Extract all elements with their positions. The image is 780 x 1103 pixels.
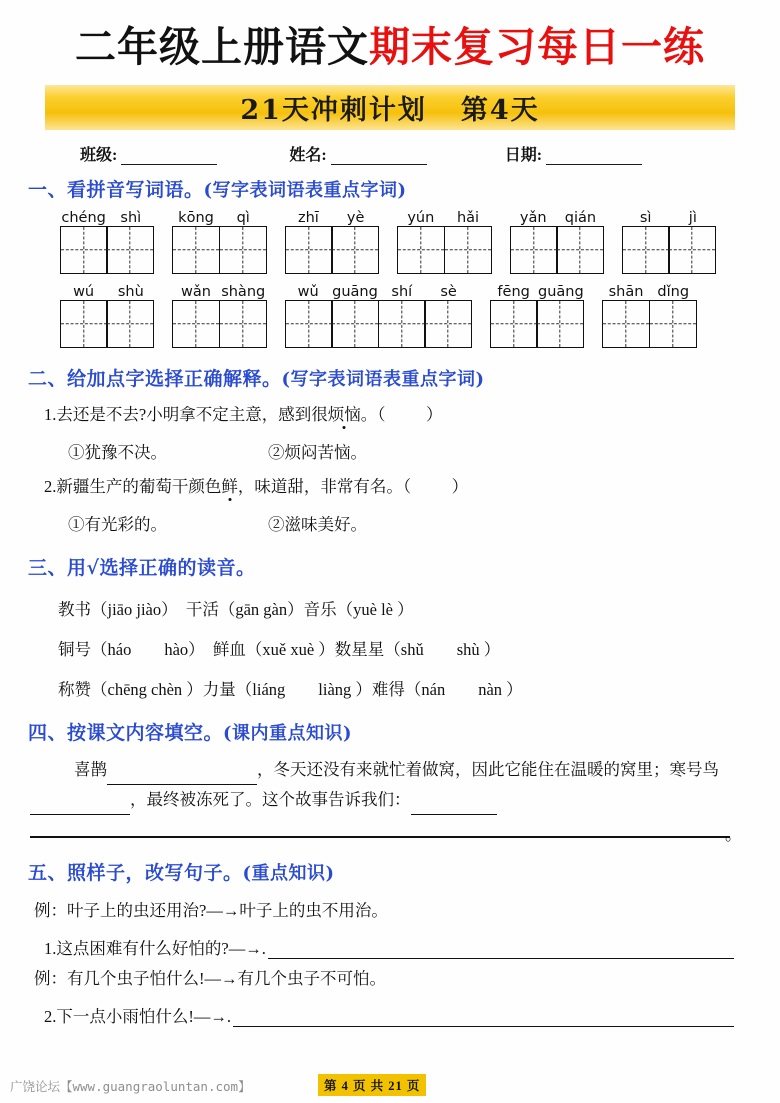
section5-q2-text: 2.下一点小雨怕什么!—→. xyxy=(44,1007,231,1026)
page-number-badge: 第 4 页 共 21 页 xyxy=(318,1074,426,1096)
q2-dotted-word: 鲜 xyxy=(221,473,238,497)
q2-answer-blank[interactable] xyxy=(411,477,452,496)
pinyin-group xyxy=(172,206,266,274)
q1-dotted-word: 烦恼 xyxy=(328,401,361,425)
pinyin-labels xyxy=(60,280,154,300)
section2-question-2 xyxy=(44,473,780,497)
pinyin-syllable: qì xyxy=(236,210,250,226)
pinyin-group xyxy=(60,280,154,348)
pinyin-syllable: qián xyxy=(564,210,597,226)
pinyin-row-1 xyxy=(60,206,780,274)
section2-q1-options xyxy=(68,439,780,463)
section4-blank-3[interactable] xyxy=(411,799,497,815)
section4-paragraph xyxy=(30,755,758,815)
page-footer xyxy=(0,1071,780,1097)
section2-question-1 xyxy=(44,401,780,425)
tianzige-cell[interactable] xyxy=(285,300,333,348)
tianzige-cell[interactable] xyxy=(397,226,445,274)
pinyin-group xyxy=(397,206,491,274)
site-watermark: 广饶论坛【www.guangraoluntan.com】 xyxy=(10,1079,251,1094)
tianzige-group[interactable] xyxy=(602,300,696,348)
section-1-title: 一、看拼音写词语。 xyxy=(28,179,204,201)
tianzige-cell[interactable] xyxy=(60,226,108,274)
section5-q1-answer-rule[interactable] xyxy=(268,944,734,959)
pinyin-group xyxy=(602,280,696,348)
tianzige-cell[interactable] xyxy=(331,300,379,348)
pinyin-syllable: yún xyxy=(407,210,435,226)
tianzige-cell[interactable] xyxy=(106,300,154,348)
pinyin-row-2 xyxy=(60,280,780,348)
pinyin-labels xyxy=(60,206,154,226)
tianzige-cell[interactable] xyxy=(285,226,333,274)
name-blank[interactable] xyxy=(331,150,427,165)
pinyin-syllable: sì xyxy=(639,210,652,226)
pinyin-group xyxy=(285,280,472,348)
banner-day-label: 第4天 xyxy=(460,95,540,126)
tianzige-cell[interactable] xyxy=(510,226,558,274)
student-info-line xyxy=(0,142,780,165)
section5-question-2 xyxy=(44,1003,780,1027)
tianzige-cell[interactable] xyxy=(219,300,267,348)
pinyin-labels xyxy=(622,206,716,226)
section5-q1-text: 1.这点困难有什么好怕的?—→. xyxy=(44,939,266,958)
pinyin-syllable: wǎn xyxy=(181,284,211,300)
pinyin-syllable: sè xyxy=(440,284,457,300)
pinyin-syllable: hǎi xyxy=(456,210,480,226)
q2-text-after: ，味道甜，非常有名。（ xyxy=(237,477,412,496)
pinyin-syllable: guāng xyxy=(537,284,584,300)
section4-text-a: 喜鹊 xyxy=(74,760,107,779)
section-3-heading xyxy=(28,553,780,580)
q1-text-before: 去还是不去?小明拿不定主意，感到很 xyxy=(56,405,328,424)
pinyin-labels xyxy=(397,206,491,226)
title-black-part: 二年级上册语文 xyxy=(75,23,369,71)
tianzige-group[interactable] xyxy=(622,226,716,274)
pinyin-syllable: shí xyxy=(391,284,413,300)
tianzige-cell[interactable] xyxy=(219,226,267,274)
pinyin-labels xyxy=(285,280,472,300)
section4-text-c: 里；寒号鸟 xyxy=(636,760,719,779)
tianzige-cell[interactable] xyxy=(490,300,538,348)
tianzige-group[interactable] xyxy=(60,226,154,274)
q1-option-b[interactable]: ②烦闷苦恼。 xyxy=(268,443,367,462)
tianzige-cell[interactable] xyxy=(622,226,670,274)
class-field[interactable] xyxy=(80,142,217,165)
q1-text-after: 。（ xyxy=(360,405,386,424)
tianzige-cell[interactable] xyxy=(602,300,650,348)
pinyin-syllable: dǐng xyxy=(657,284,690,300)
pinyin-grid-block xyxy=(60,206,780,348)
section3-line-1[interactable]: 教书（jiāo jiào） 干活（gān gàn）音乐（yuè lè ） xyxy=(58,600,414,619)
pinyin-labels xyxy=(172,206,266,226)
section3-line-2[interactable]: 铜号（háo hào） 鲜血（xuě xuè ）数星星（shǔ shù ） xyxy=(58,640,501,659)
section-1-note: (写字表词语表重点字词) xyxy=(203,180,407,201)
tianzige-cell[interactable] xyxy=(668,226,716,274)
section5-example-1: 例：叶子上的虫还用治?—→叶子上的虫不用治。 xyxy=(34,901,388,920)
q1-paren-close: ） xyxy=(425,405,443,424)
section3-line-3[interactable]: 称赞（chēng chèn ）力量（liáng liàng ）难得（nán nàn ） xyxy=(58,680,523,699)
tianzige-group[interactable] xyxy=(172,300,266,348)
banner-plan-label: 21天冲刺计划 xyxy=(240,95,427,126)
section-2-heading xyxy=(28,364,780,391)
date-label: 日期: xyxy=(504,147,543,164)
pinyin-syllable: shì xyxy=(120,210,142,226)
tianzige-group[interactable] xyxy=(285,226,379,274)
tianzige-cell[interactable] xyxy=(331,226,379,274)
class-blank[interactable] xyxy=(121,150,217,165)
q1-number: 1. xyxy=(44,405,57,424)
section4-text-d: ，最终被冻死了。这个故事告诉我们： xyxy=(130,790,411,809)
pinyin-syllable: jì xyxy=(688,210,697,226)
section-4-title: 四、按课文内容填空。 xyxy=(28,722,224,744)
tianzige-group[interactable] xyxy=(285,300,472,348)
tianzige-cell[interactable] xyxy=(106,226,154,274)
name-field[interactable] xyxy=(289,142,426,165)
tianzige-cell[interactable] xyxy=(444,226,492,274)
pinyin-group xyxy=(622,206,716,274)
section-3-title: 三、用√选择正确的读音。 xyxy=(28,557,256,579)
pinyin-group xyxy=(510,206,604,274)
section-5-note: (重点知识) xyxy=(242,863,335,884)
pinyin-syllable: kōng xyxy=(178,210,214,226)
section5-q2-answer-rule[interactable] xyxy=(233,1012,734,1027)
pinyin-group xyxy=(285,206,379,274)
section4-answer-rule[interactable] xyxy=(30,821,742,844)
tianzige-cell[interactable] xyxy=(172,300,220,348)
pinyin-syllable: yǎn xyxy=(519,210,547,226)
section4-end-mark: 。 xyxy=(725,825,742,844)
section-5-title: 五、照样子，改写句子。 xyxy=(28,862,243,884)
pinyin-syllable: wú xyxy=(73,284,95,300)
q2-text-before: 新疆生产的葡萄干颜色 xyxy=(56,477,222,496)
tianzige-cell[interactable] xyxy=(60,300,108,348)
section-4-heading xyxy=(28,718,780,745)
pinyin-labels xyxy=(172,280,266,300)
pinyin-syllable: yè xyxy=(346,210,365,226)
tianzige-group[interactable] xyxy=(60,300,154,348)
section2-q2-options xyxy=(68,511,780,535)
pinyin-group xyxy=(490,280,584,348)
tianzige-cell[interactable] xyxy=(536,300,584,348)
q2-option-b[interactable]: ②滋味美好。 xyxy=(268,515,367,534)
section4-text-b: ，冬天还没有来就忙着做窝，因此它能住在温暖的窝 xyxy=(257,760,637,779)
pinyin-syllable: wǔ xyxy=(297,284,319,300)
q2-option-a[interactable]: ①有光彩的。 xyxy=(68,515,167,534)
pinyin-syllable: chéng xyxy=(61,210,106,226)
tianzige-cell[interactable] xyxy=(556,226,604,274)
pinyin-labels xyxy=(285,206,379,226)
page-title xyxy=(0,0,780,73)
section4-blank-1[interactable] xyxy=(107,769,257,785)
pinyin-syllable: shān xyxy=(608,284,644,300)
q1-answer-blank[interactable] xyxy=(385,405,426,424)
tianzige-group[interactable] xyxy=(172,226,266,274)
title-red-part: 期末复习每日一练 xyxy=(369,23,705,71)
date-blank[interactable] xyxy=(546,150,642,165)
section-5-heading xyxy=(28,858,780,885)
pinyin-syllable: shù xyxy=(117,284,144,300)
section-1-heading xyxy=(28,175,780,202)
section4-blank-2[interactable] xyxy=(30,799,130,815)
pinyin-labels xyxy=(490,280,584,300)
section-2-note: (写字表词语表重点字词) xyxy=(281,369,485,390)
tianzige-group[interactable] xyxy=(397,226,491,274)
pinyin-syllable: zhī xyxy=(297,210,319,226)
pinyin-group xyxy=(172,280,266,348)
date-field[interactable] xyxy=(505,142,642,165)
pinyin-group xyxy=(60,206,154,274)
tianzige-cell[interactable] xyxy=(649,300,697,348)
class-label: 班级: xyxy=(80,147,118,164)
pinyin-syllable: guāng xyxy=(332,284,378,300)
tianzige-cell[interactable] xyxy=(378,300,426,348)
pinyin-labels xyxy=(510,206,604,226)
pinyin-syllable: fēng xyxy=(497,284,530,300)
section5-question-1 xyxy=(44,935,780,959)
pinyin-syllable: shàng xyxy=(221,284,266,300)
q2-number: 2. xyxy=(44,477,57,496)
tianzige-cell[interactable] xyxy=(172,226,220,274)
tianzige-group[interactable] xyxy=(510,226,604,274)
q1-option-a[interactable]: ①犹豫不决。 xyxy=(68,443,167,462)
tianzige-group[interactable] xyxy=(490,300,584,348)
section5-example-2: 例：有几个虫子怕什么!—→有几个虫子不可怕。 xyxy=(34,969,386,988)
section-4-note: (课内重点知识) xyxy=(223,723,353,744)
q2-paren-close: ） xyxy=(451,477,469,496)
pinyin-labels xyxy=(602,280,696,300)
plan-banner xyxy=(45,85,735,130)
tianzige-cell[interactable] xyxy=(424,300,472,348)
name-label: 姓名: xyxy=(289,147,327,164)
section-2-title: 二、给加点字选择正确解释。 xyxy=(28,368,282,390)
